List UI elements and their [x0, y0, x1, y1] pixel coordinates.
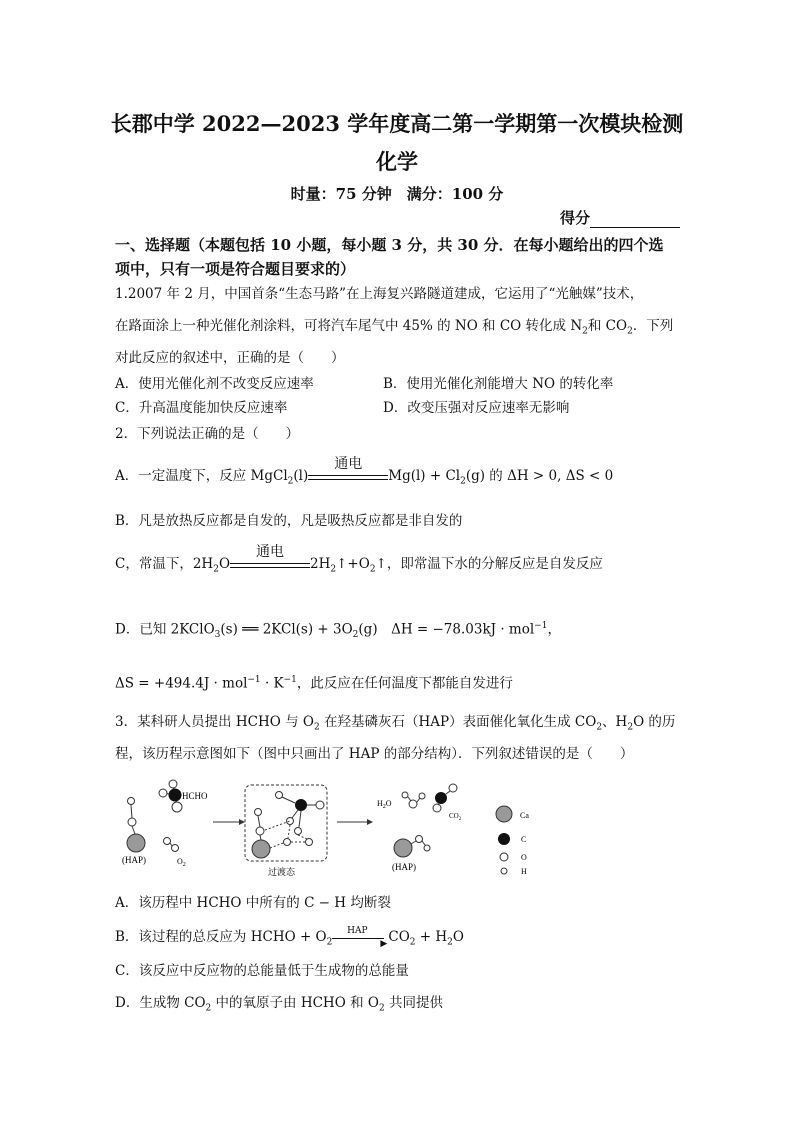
q3-option-a: A．该历程中 HCHO 中所有的 C − H 均断裂	[115, 895, 391, 911]
svg-text:O2: $O_2$	[177, 857, 186, 868]
electrolysis-arrow: 通电	[308, 470, 388, 484]
o2-molecule	[164, 838, 186, 869]
section-heading-line2: 项中，只有一项是符合题目要求的）	[115, 260, 356, 278]
reaction-mechanism-figure	[115, 775, 555, 885]
q1-line2: 在路面涂上一种光催化剂涂料，可将汽车尾气中 45% 的 NO 和 CO 转化成 $N_2$和 $CO_2$．下列	[115, 318, 674, 337]
h2o-molecule	[377, 792, 425, 810]
q1-option-a: A．使用光催化剂不改变反应速率	[115, 376, 314, 392]
svg-text:HCHO: HCHO	[182, 791, 208, 801]
svg-text:O: O	[521, 853, 527, 862]
hap-surface-right	[392, 836, 430, 873]
hcho-molecule	[159, 780, 208, 812]
svg-text:H2O: $H_2O$	[377, 799, 392, 810]
q2-stem: 2．下列说法正确的是（ ）	[115, 426, 300, 442]
q2-option-d-line2: $\Delta S = +494.4J \cdot mol^{-1} \cdot K^{-1}$，此反应在任何温度下都能自发进行	[115, 675, 513, 692]
q3-option-c: C．该反应中反应物的总能量低于生成物的总能量	[115, 963, 409, 979]
score-field	[560, 207, 680, 228]
q2-option-b: B．凡是放热反应都是自发的，凡是吸热反应都是非自发的	[115, 513, 463, 529]
svg-text:(HAP): (HAP)	[122, 855, 146, 865]
electrolysis-arrow: 通电	[230, 558, 310, 572]
q1-option-c: C．升高温度能加快反应速率	[115, 400, 288, 416]
subject-title: 化学	[376, 149, 418, 174]
q3-option-d: D．生成物 $CO_2$ 中的氧原子由 HCHO 和 $O_2$ 共同提供	[115, 995, 443, 1014]
exam-title: 长郡中学 2022—2023 学年度高二第一学期第一次模块检测	[110, 111, 684, 136]
reaction-arrow-2	[337, 819, 373, 825]
svg-text:Ca: Ca	[520, 811, 529, 820]
q2-option-d: D．已知 2KClO$_3$(s) ══ $2KCl(s) + 3O_2(g)$ ΔH = −78.03kJ · mol$^{-1}$，	[115, 621, 561, 641]
co2-molecule	[433, 784, 462, 822]
time-info: 时量：75 分钟 满分：100 分	[290, 185, 504, 203]
score-label: 得分	[560, 209, 591, 227]
q3-line1: 3．某科研人员提出 HCHO 与 $O_2$ 在羟基磷灰石（HAP）表面催化氧化生成 $CO_2$、$H_2O$ 的历	[115, 714, 676, 733]
q3-option-b: B．该过程的总反应为 HCHO + $O_2$ HAP ▶ $CO_2 + H_2O$	[115, 925, 464, 949]
section-heading-line1: 一、选择题（本题包括 10 小题，每小题 3 分，共 30 分．在每小题给出的四个选	[115, 236, 664, 254]
score-blank[interactable]	[590, 212, 680, 228]
q1-option-b: B．使用光催化剂能增大 NO 的转化率	[383, 376, 614, 392]
q2-option-c: C，常温下，$2H_2O$ 通电 $2H_2↑+O_2↑$，即常温下水的分解反应是自发反应	[115, 543, 603, 575]
q1-option-d: D．改变压强对反应速率无影响	[383, 400, 570, 416]
svg-text:(HAP): (HAP)	[392, 862, 416, 872]
svg-text:C: C	[521, 835, 527, 844]
svg-text:H: H	[521, 867, 527, 876]
q1-line1: 1.2007 年 2 月，中国首条“生态马路”在上海复兴路隧道建成，它运用了“光触媒”技术，	[115, 286, 644, 302]
figure-legend	[496, 806, 529, 876]
transition-state-box	[245, 785, 327, 877]
hap-surface-left	[122, 798, 146, 866]
catalyst-arrow: HAP ▶	[332, 932, 388, 944]
svg-text:CO2: $CO_2$	[449, 812, 462, 822]
reaction-arrow-1	[213, 819, 245, 825]
svg-text:过渡态: 过渡态	[268, 867, 296, 877]
q2-option-a: A．一定温度下，反应 MgCl$_2$(l) 通电 $Mg(l) + Cl_2(g)$ 的 ΔH > 0, ΔS < 0	[115, 455, 614, 487]
q3-line2: 程，该历程示意图如下（图中只画出了 HAP 的部分结构）．下列叙述错误的是（ ）	[115, 746, 634, 762]
q1-line3: 对此反应的叙述中，正确的是（ ）	[115, 350, 345, 366]
